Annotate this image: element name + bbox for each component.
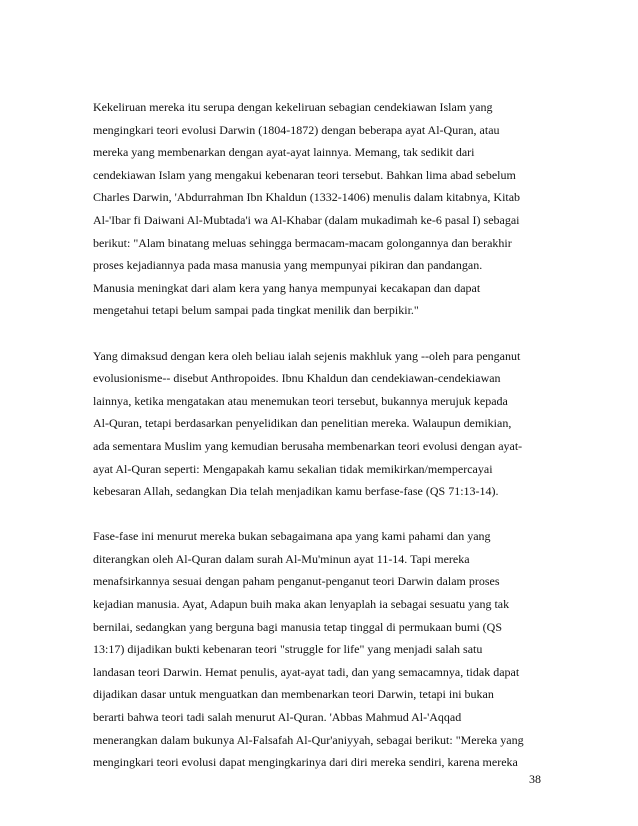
text-line: berikut: "Alam binatang meluas sehingga bermacam-macam golongannya dan berakhir [93, 235, 512, 250]
paragraph-3 [93, 525, 543, 774]
text-line: dijadikan dasar untuk menguatkan dan membenarkan teori Darwin, tetapi ini bukan [93, 687, 494, 702]
text-line: landasan teori Darwin. Hemat penulis, ayat-ayat tadi, dan yang semacamnya, tidak dapat [93, 664, 520, 679]
text-line: Yang dimaksud dengan kera oleh beliau ialah sejenis makhluk yang --oleh para penganut [93, 348, 521, 363]
text-line: Al-'Ibar fi Daiwani Al-Mubtada'i wa Al-Khabar (dalam mukadimah ke-6 pasal I) sebagai [93, 212, 520, 227]
text-line: 13:17) dijadikan bukti kebenaran teori "struggle for life" yang menjadi salah satu [93, 642, 483, 657]
text-line: berarti bahwa teori tadi salah menurut Al-Quran. 'Abbas Mahmud Al-'Aqqad [93, 710, 462, 725]
text-line: proses kejadiannya pada masa manusia yang mempunyai pikiran dan pandangan. [93, 258, 483, 273]
paragraph-spacer [93, 322, 543, 345]
text-line: diterangkan oleh Al-Quran dalam surah Al-Mu'minun ayat 11-14. Tapi mereka [93, 551, 470, 566]
text-line: Fase-fase ini menurut mereka bukan sebagaimana apa yang kami pahami dan yang [93, 529, 491, 544]
text-line: mengingkari teori evolusi Darwin (1804-1872) dengan beberapa ayat Al-Quran, atau [93, 122, 500, 137]
text-line: bernilai, sedangkan yang berguna bagi manusia tetap tinggal di permukaan bumi (QS [93, 619, 503, 634]
text-line: menerangkan dalam bukunya Al-Falsafah Al-Qur'aniyyah, sebagai berikut: "Mereka yang [93, 732, 524, 747]
paragraph-2 [93, 345, 543, 503]
text-line: kejadian manusia. Ayat, Adapun buih maka akan lenyaplah ia sebagai sesuatu yang tak [93, 597, 510, 612]
text-line: lainnya, ketika mengatakan atau menemukan teori tersebut, bukannya merujuk kepada [93, 393, 508, 408]
text-line: kebesaran Allah, sedangkan Dia telah menjadikan kamu berfase-fase (QS 71:13-14). [93, 484, 499, 499]
text-line: mengingkari teori evolusi dapat mengingkarinya dari diri mereka sendiri, karena mereka [93, 755, 518, 770]
text-line: Kekeliruan mereka itu serupa dengan kekeliruan sebagian cendekiawan Islam yang [93, 100, 493, 114]
text-line: Manusia meningkat dari alam kera yang hanya mempunyai kecakapan dan dapat [93, 280, 481, 295]
paragraph-spacer [93, 503, 543, 526]
text-line: mengetahui tetapi belum sampai pada tingkat menilik dan berpikir." [93, 303, 419, 318]
text-line: evolusionisme-- disebut Anthropoides. Ibnu Khaldun dan cendekiawan-cendekiawan [93, 371, 501, 386]
page-number: 38 [529, 772, 541, 786]
text-line: Al-Quran, tetapi berdasarkan penyelidikan dan penelitian mereka. Walaupun demikian, [93, 416, 512, 431]
text-line: ada sementara Muslim yang kemudian berusaha membenarkan teori evolusi dengan ayat- [93, 438, 523, 453]
text-line: Charles Darwin, 'Abdurrahman Ibn Khaldun (1332-1406) menulis dalam kitabnya, Kitab [93, 190, 521, 205]
text-line: ayat Al-Quran seperti: Mengapakah kamu sekalian tidak memikirkan/mempercayai [93, 461, 493, 476]
text-line: mereka yang membenarkan dengan ayat-ayat lainnya. Memang, tak sedikit dari [93, 145, 475, 160]
paragraph-1 [93, 96, 543, 322]
text-line: cendekiawan Islam yang mengakui kebenaran teori tersebut. Bahkan lima abad sebelum [93, 167, 516, 182]
text-line: menafsirkannya sesuai dengan paham penganut-penganut teori Darwin dalam proses [93, 574, 500, 589]
body-text [93, 96, 543, 774]
